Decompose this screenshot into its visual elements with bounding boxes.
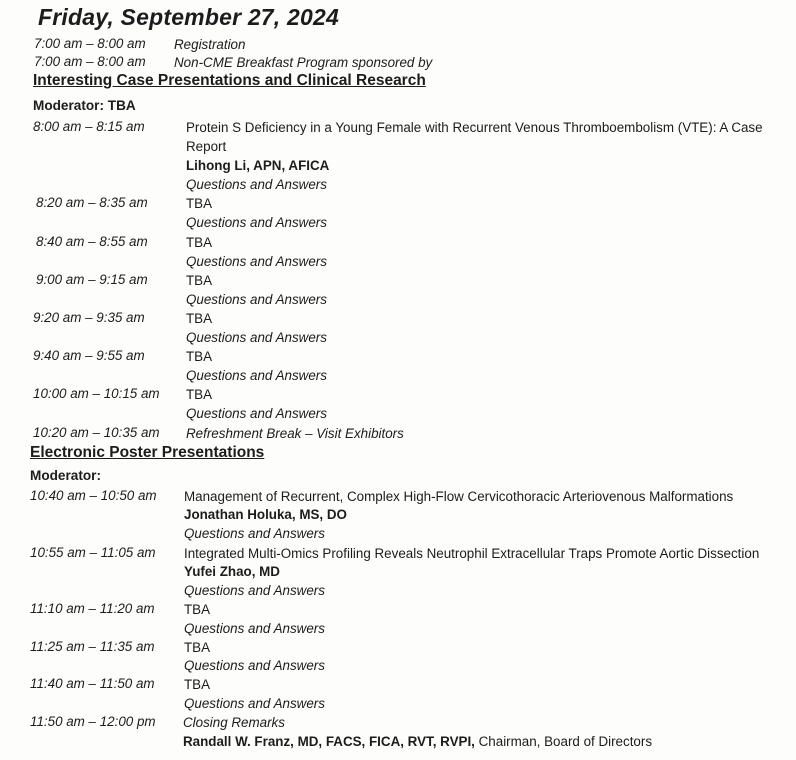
speaker-name: Randall W. Franz, MD, FACS, FICA, RVT, RVPI, [183, 734, 475, 749]
presentation-title: TBA [186, 311, 213, 326]
section-heading: Electronic Poster Presentations [30, 444, 265, 461]
speaker-name: Lihong Li, APN, AFICA [186, 158, 330, 173]
presentation-title: TBA [186, 273, 213, 288]
session-text: Non-CME Breakfast Program sponsored by [174, 55, 433, 70]
qa-label: Questions and Answers [186, 292, 327, 307]
time-slot: 8:00 am – 8:15 am [33, 119, 145, 134]
presentation-title: TBA [184, 677, 211, 692]
closing-speaker [183, 732, 652, 751]
qa-label: Questions and Answers [186, 177, 327, 192]
qa-label: Questions and Answers [184, 696, 325, 711]
speaker-name: Yufei Zhao, MD [184, 564, 280, 579]
qa-label: Questions and Answers [184, 526, 325, 541]
presentation-title: Management of Recurrent, Complex High-Flow Cervicothoracic Arteriovenous Malformations [184, 489, 734, 504]
presentation-title: TBA [186, 196, 213, 211]
time-slot: 9:40 am – 9:55 am [33, 348, 145, 363]
time-slot: 7:00 am – 8:00 am [34, 36, 146, 51]
closing-label: Closing Remarks [183, 715, 285, 730]
time-slot: 10:55 am – 11:05 am [30, 545, 156, 560]
time-slot: 7:00 am – 8:00 am [34, 54, 146, 69]
qa-label: Questions and Answers [186, 254, 327, 269]
time-slot: 10:00 am – 10:15 am [33, 386, 160, 401]
time-slot: 9:20 am – 9:35 am [33, 310, 145, 325]
time-slot: 9:00 am – 9:15 am [36, 272, 148, 287]
qa-label: Questions and Answers [184, 658, 325, 673]
presentation-title-cont: Report [186, 139, 227, 154]
section-heading: Interesting Case Presentations and Clinical Research [33, 72, 426, 89]
time-slot: 8:20 am – 8:35 am [36, 195, 148, 210]
presentation-title: TBA [184, 602, 211, 617]
day-title: Friday, September 27, 2024 [38, 4, 339, 30]
qa-label: Questions and Answers [186, 368, 327, 383]
moderator-label: Moderator: [30, 468, 101, 483]
speaker-name: Jonathan Holuka, MS, DO [184, 507, 347, 522]
qa-label: Questions and Answers [184, 583, 325, 598]
qa-label: Questions and Answers [184, 621, 325, 636]
presentation-title: TBA [184, 640, 211, 655]
time-slot: 8:40 am – 8:55 am [36, 234, 148, 249]
time-slot: 10:40 am – 10:50 am [30, 488, 157, 503]
time-slot: 11:40 am – 11:50 am [30, 676, 155, 691]
break-label: Refreshment Break – Visit Exhibitors [186, 426, 404, 441]
presentation-title: TBA [186, 387, 213, 402]
qa-label: Questions and Answers [186, 215, 327, 230]
session-text: Registration [174, 37, 246, 52]
presentation-title: TBA [186, 235, 213, 250]
moderator-label: Moderator: TBA [33, 98, 136, 113]
speaker-role: Chairman, Board of Directors [474, 734, 653, 749]
presentation-title: TBA [186, 349, 213, 364]
time-slot: 11:50 am – 12:00 pm [30, 714, 156, 729]
qa-label: Questions and Answers [186, 330, 327, 345]
time-slot: 11:10 am – 11:20 am [30, 601, 155, 616]
time-slot: 11:25 am – 11:35 am [30, 639, 155, 654]
presentation-title: Protein S Deficiency in a Young Female with Recurrent Venous Thromboembolism (VTE): A Case [186, 120, 763, 135]
presentation-title: Integrated Multi-Omics Profiling Reveals Neutrophil Extracellular Traps Promote Aortic Dissection [184, 546, 760, 561]
time-slot: 10:20 am – 10:35 am [33, 425, 160, 440]
qa-label: Questions and Answers [186, 406, 327, 421]
